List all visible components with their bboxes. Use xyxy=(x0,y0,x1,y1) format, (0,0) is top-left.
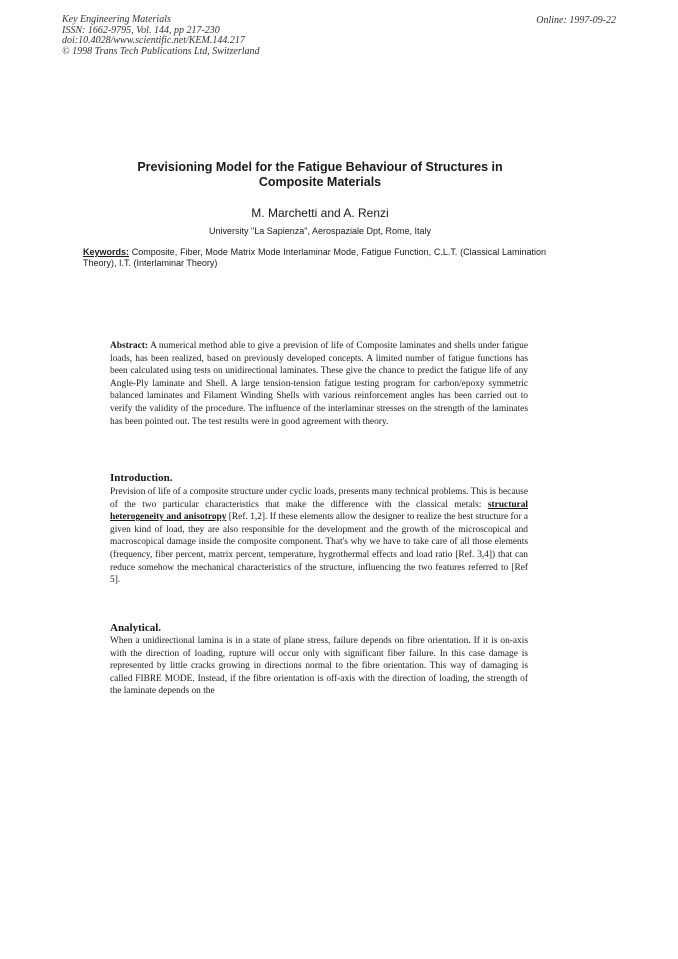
journal-name: Key Engineering Materials xyxy=(62,14,171,25)
introduction-body xyxy=(110,486,528,587)
online-date: Online: 1997-09-22 xyxy=(536,15,616,26)
journal-issn: ISSN: 1662-9795, Vol. 144, pp 217-230 xyxy=(62,24,220,36)
paper-title-line1: Previsioning Model for the Fatigue Behaviour of Structures in xyxy=(137,160,503,174)
keywords-text: Composite, Fiber, Mode Matrix Mode Interlaminar Mode, Fatigue Function, C.L.T. (Classical Lamination Theory), I.T. (Interlaminar Theory) xyxy=(83,247,546,268)
abstract-text: A numerical method able to give a prevision of life of Composite laminates and shells under fatigue loads, has been realized, based on previously developed concepts. A limited number of fatigue functions has been calculated using tests on unidirectional laminates. These give the chance to predict the fatigue life of any Angle-Ply laminate and Shell. A large tension-tension fatigue testing program for carbon/epoxy symmetric balanced laminates and Filament Winding Shells with various reinforcement angles has been carried out to verify the validity of the procedure. The influence of the interlaminar stresses on the strength of the laminates has been pointed out. The test results were in good agreement with theory. xyxy=(110,341,528,427)
introduction-emphasis: structural heterogeneity and anisotropy xyxy=(110,499,528,523)
keywords-label: Keywords: xyxy=(83,247,130,257)
paper-title xyxy=(110,160,530,189)
analytical-body: When a unidirectional lamina is in a state of plane stress, failure depends on fibre orientation. If it is on-axis with the direction of loading, rupture will occur only with significant fiber failure. In this case damage is represented by little cracks growing in directions normal to the fibre orientation. This way of damaging is called FIBRE MODE. Instead, if the fibre orientation is off-axis with the direction of loading, the strength of the laminate depends on the xyxy=(110,636,528,697)
introduction-text-b: [Ref. 1,2]. If these elements allow the designer to realize the best structure for a given kind of load, they are also responsible for the development and the growth of the microscopical and macroscopical damage inside the composite component. That's why we have to take care of all those elements (frequency, fiber percent, matrix percent, temperature, hygrothermal effects and load ratio [Ref. 3,4]) that can reduce somehow the mechanical characteristics of the structure, influencing the two features referred to [Ref 5]. xyxy=(110,512,528,586)
paper-authors: M. Marchetti and A. Renzi xyxy=(251,206,389,220)
journal-doi: doi:10.4028/www.scientific.net/KEM.144.217 xyxy=(62,35,245,46)
journal-info xyxy=(62,15,382,57)
introduction-text-a: Prevision of life of a composite structure under cyclic loads, presents many technical problems. This is because of the two particular characteristics that make the difference with the classical metals: xyxy=(110,487,528,510)
journal-copyright: © 1998 Trans Tech Publications Ltd, Switzerland xyxy=(62,45,260,57)
paper-affiliation: University "La Sapienza", Aerospaziale Dpt, Rome, Italy xyxy=(209,226,431,236)
introduction-heading: Introduction. xyxy=(110,472,173,484)
abstract-block xyxy=(110,340,528,428)
analytical-heading: Analytical. xyxy=(110,622,162,634)
paper-title-line2: Composite Materials xyxy=(258,174,382,189)
keywords-block xyxy=(83,247,546,269)
abstract-label: Abstract: xyxy=(110,341,149,351)
